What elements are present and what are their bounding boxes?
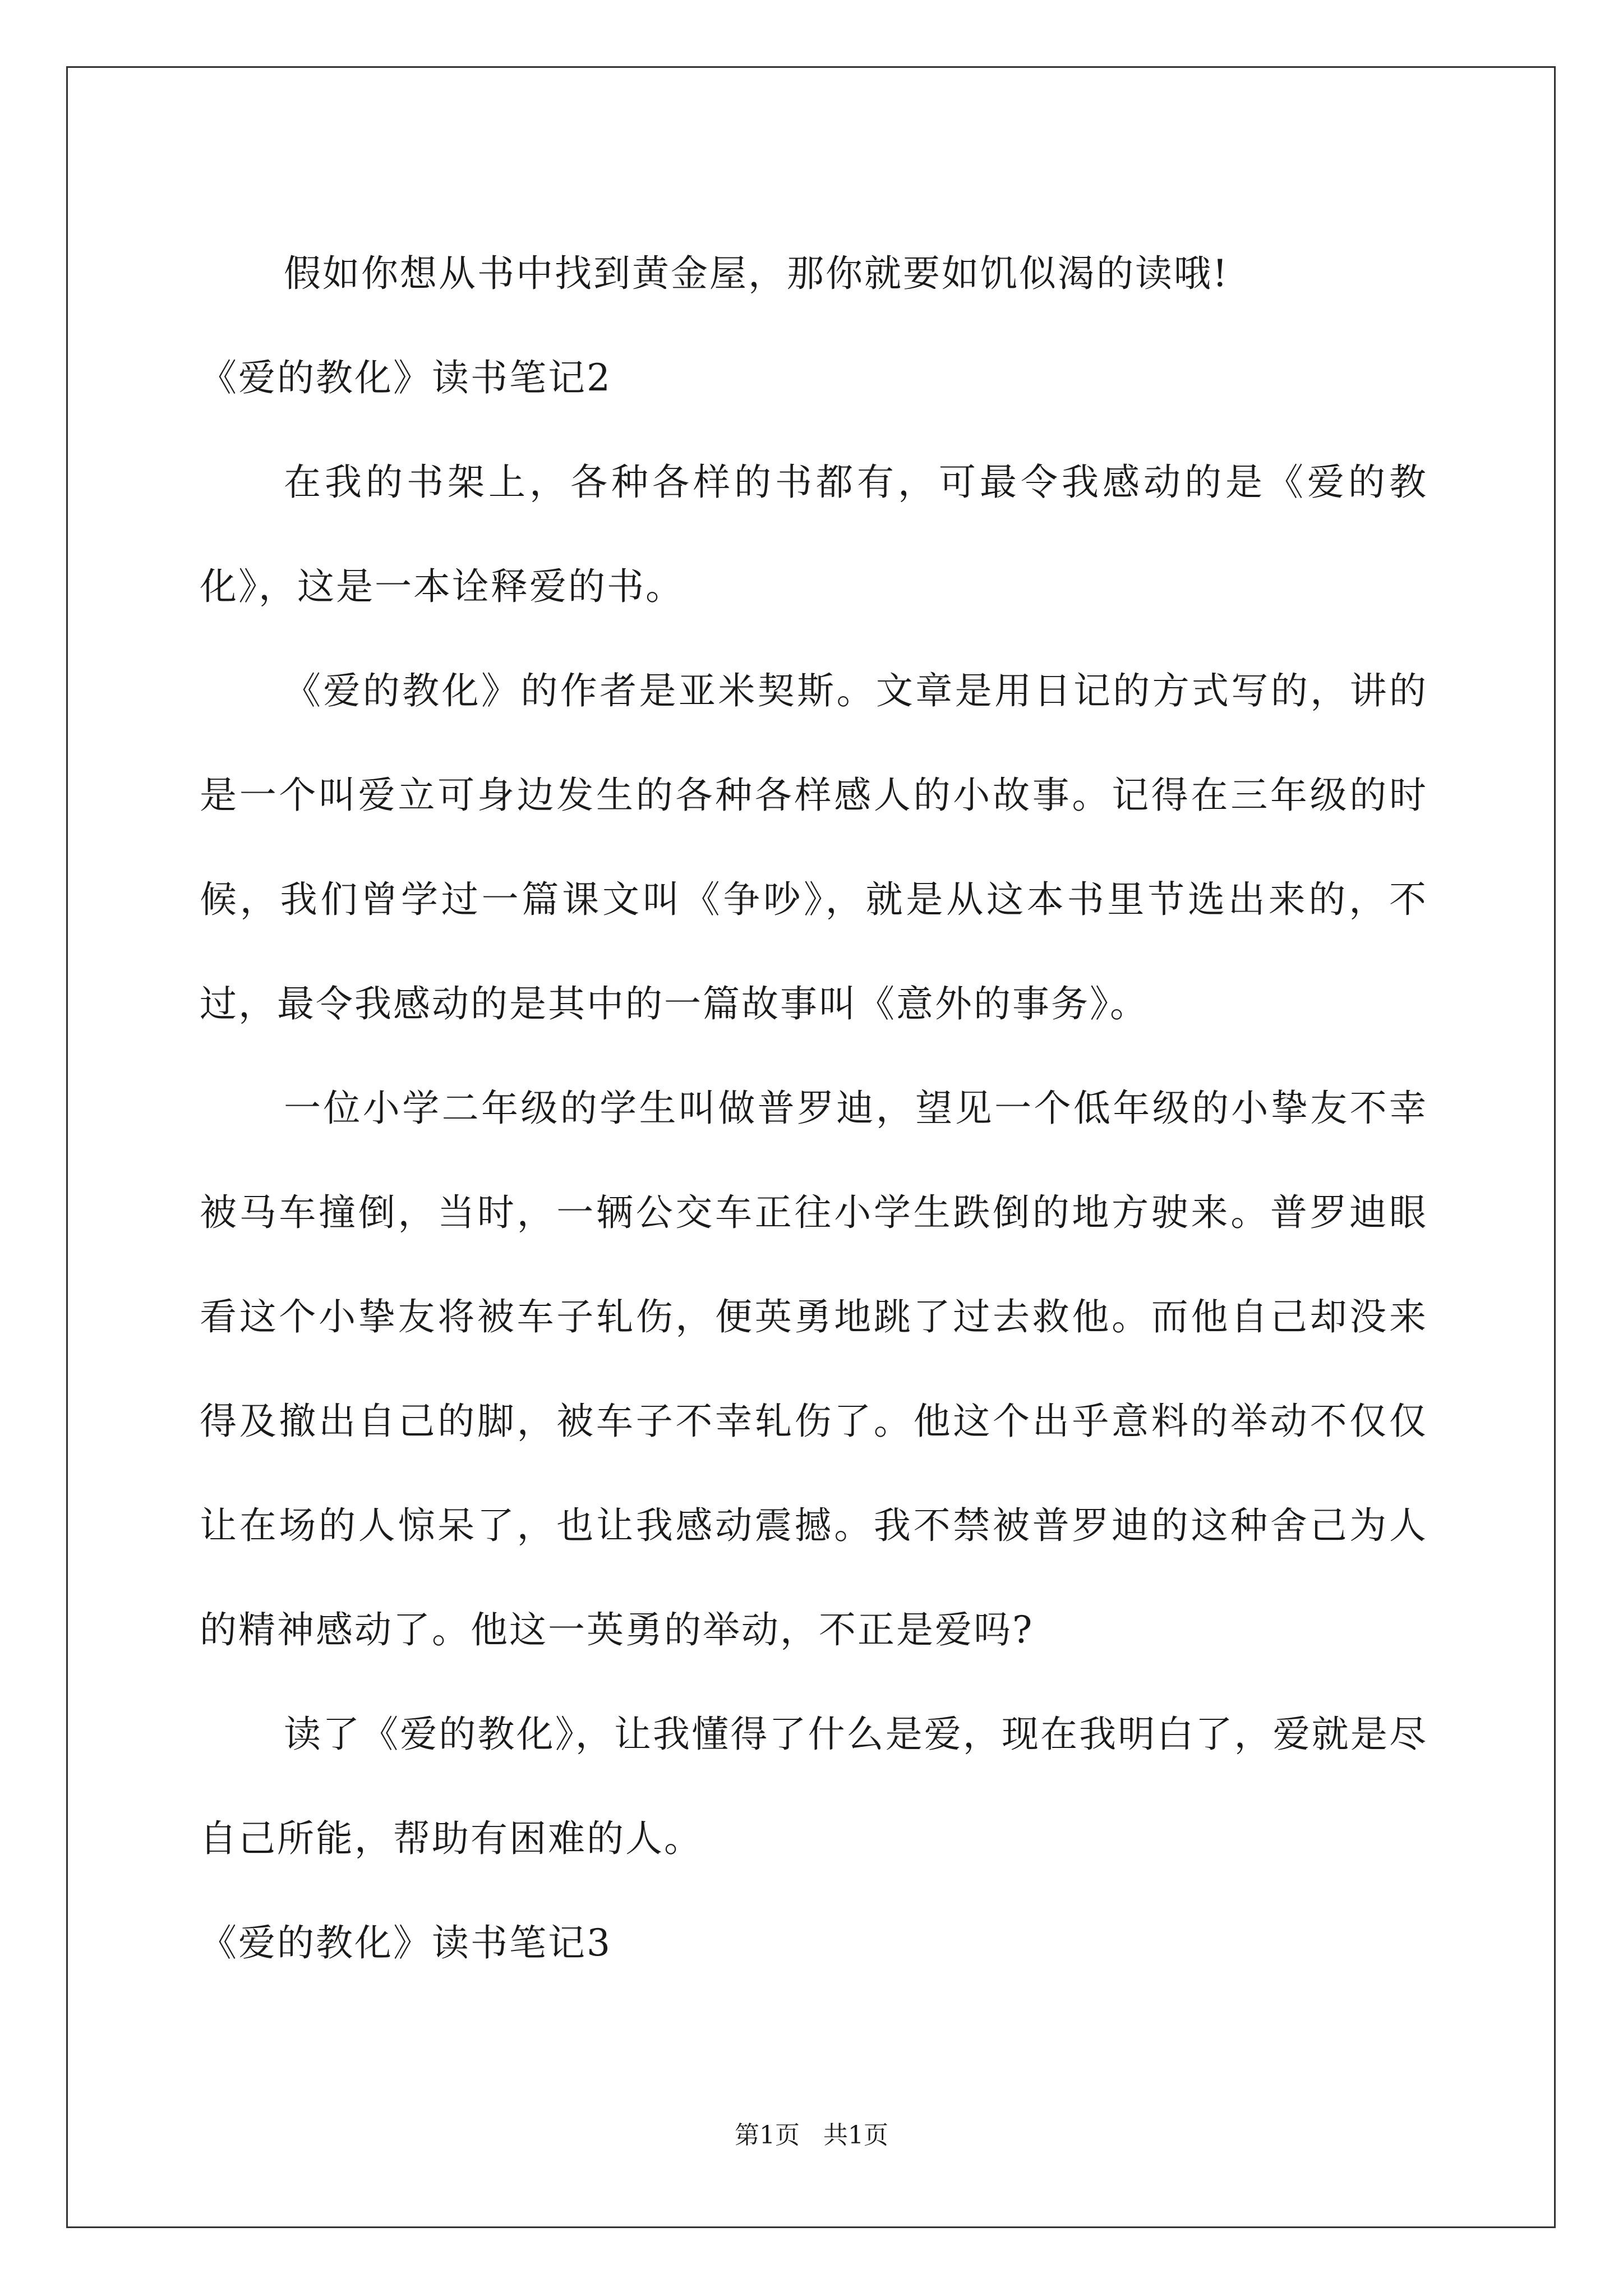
section-heading-2: 《爱的教化》读书笔记2: [200, 356, 612, 399]
paragraph-2: 在我的书架上，各种各样的书都有，可最令我感动的是《爱的教化》，这是一本诠释爱的书。: [200, 461, 1428, 608]
page-footer: [0, 2115, 1623, 2151]
paragraph-5: 读了《爱的教化》，让我懂得了什么是爱，现在我明白了，爱就是尽自己所能，帮助有困难的人。: [200, 1713, 1428, 1860]
paragraph-4: 一位小学二年级的学生叫做普罗迪，望见一个低年级的小挚友不幸被马车撞倒，当时，一辆公交车正往小学生跌倒的地方驶来。普罗迪眼看这个小挚友将被车子轧伤，便英勇地跳了过去救他。而他自己却没来得及撤出自己的脚，被车子不幸轧伤了。他这个出乎意料的举动不仅仅让在场的人惊呆了，也让我感动震撼。我不禁被普罗迪的这种舍己为人的精神感动了。他这一英勇的举动，不正是爱吗?: [200, 1087, 1428, 1651]
page-number: 第1页: [735, 2121, 800, 2150]
paragraph-1: 假如你想从书中找到黄金屋，那你就要如饥似渴的读哦!: [284, 252, 1229, 295]
section-heading-3: 《爱的教化》读书笔记3: [200, 1921, 612, 1964]
document-body: [200, 222, 1428, 1995]
page-total: 共1页: [823, 2121, 888, 2150]
paragraph-3: 《爱的教化》的作者是亚米契斯。文章是用日记的方式写的，讲的是一个叫爱立可身边发生的各种各样感人的小故事。记得在三年级的时候，我们曾学过一篇课文叫《争吵》，就是从这本书里节选出来的，不过，最令我感动的是其中的一篇故事叫《意外的事务》。: [200, 669, 1428, 1025]
